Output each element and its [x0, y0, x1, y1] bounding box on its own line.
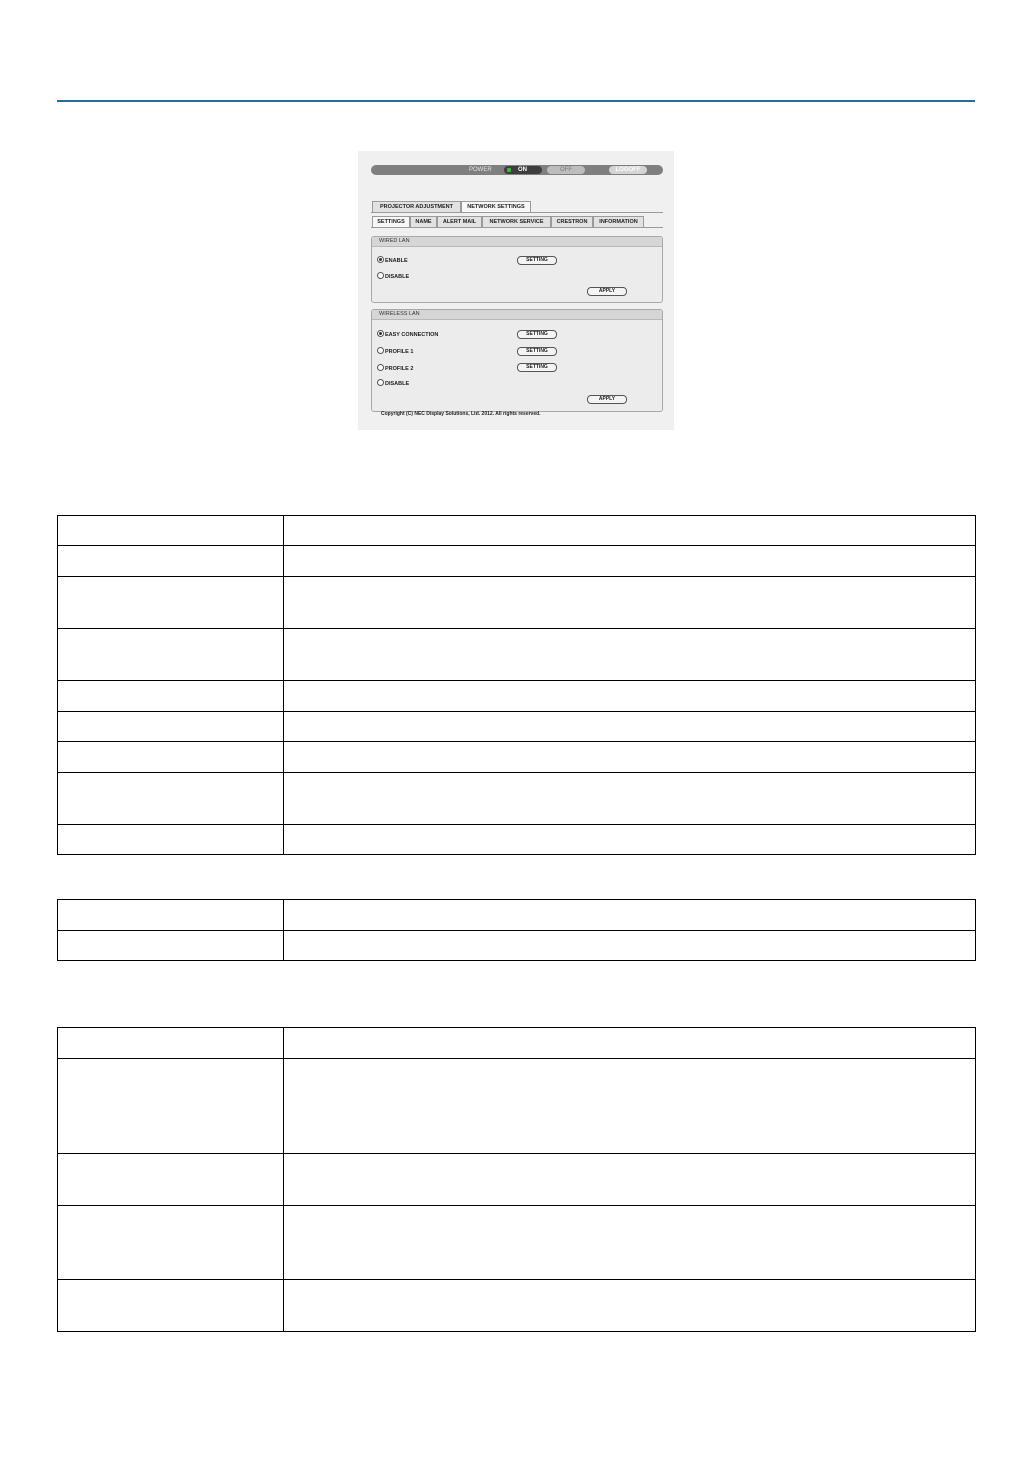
wireless-profile2-option[interactable] [377, 364, 413, 372]
table-row [58, 1059, 976, 1154]
wired-enable-option[interactable] [377, 256, 408, 264]
power-on-label: ON [518, 167, 527, 173]
table-cell [58, 1028, 284, 1059]
table-row [58, 577, 976, 629]
power-on-button[interactable] [504, 166, 542, 174]
wired-lan-title: WIRED LAN [372, 237, 662, 247]
header-rule [57, 100, 975, 102]
table-cell [58, 546, 284, 577]
table-cell [284, 1154, 976, 1206]
table-cell [58, 825, 284, 855]
table-cell [58, 931, 284, 961]
settings-table-3 [57, 1027, 976, 1332]
table-cell [58, 1280, 284, 1332]
table-cell [58, 712, 284, 742]
table-cell [284, 825, 976, 855]
table-cell [58, 1059, 284, 1154]
settings-table-2 [57, 899, 976, 961]
tab-information[interactable]: INFORMATION [593, 216, 644, 227]
table-cell [58, 1206, 284, 1280]
table-row [58, 742, 976, 773]
tab-alert-mail[interactable]: ALERT MAIL [437, 216, 482, 227]
radio-selected-icon [377, 330, 384, 337]
table-row [58, 825, 976, 855]
table-cell [58, 629, 284, 681]
table-cell [284, 1206, 976, 1280]
radio-icon [377, 364, 384, 371]
table-row [58, 773, 976, 825]
wired-enable-label: ENABLE [385, 258, 408, 264]
table-cell [58, 681, 284, 712]
table-cell [284, 931, 976, 961]
power-off-button[interactable]: OFF [547, 166, 585, 174]
settings-table-1 [57, 515, 976, 855]
wireless-profile1-option[interactable] [377, 347, 413, 355]
network-settings-screenshot [358, 151, 674, 430]
table-cell [284, 1028, 976, 1059]
wireless-profile1-label: PROFILE 1 [385, 349, 414, 355]
table-row [58, 1028, 976, 1059]
radio-icon [377, 272, 384, 279]
wireless-easy-option[interactable] [377, 330, 438, 338]
table-cell [284, 773, 976, 825]
table-cell [284, 629, 976, 681]
wired-disable-option[interactable] [377, 272, 409, 280]
wireless-apply-button[interactable]: APPLY [587, 395, 627, 404]
table-cell [284, 712, 976, 742]
tab-crestron[interactable]: CRESTRON [551, 216, 593, 227]
power-label: POWER [469, 167, 492, 173]
table-row [58, 931, 976, 961]
table-cell [284, 577, 976, 629]
table-row [58, 546, 976, 577]
wired-apply-button[interactable]: APPLY [587, 287, 627, 296]
table-row [58, 1280, 976, 1332]
copyright-text: Copyright (C) NEC Display Solutions, Ltd. 2012. All rights reserved. [381, 411, 541, 417]
table-cell [284, 1280, 976, 1332]
tab-name[interactable]: NAME [410, 216, 437, 227]
wireless-profile1-setting-button[interactable]: SETTING [517, 347, 557, 356]
table-cell [58, 516, 284, 546]
table-cell [284, 681, 976, 712]
wired-lan-group [371, 236, 663, 303]
table-row [58, 629, 976, 681]
tab-network-settings[interactable]: NETWORK SETTINGS [461, 201, 531, 212]
table-cell [58, 1154, 284, 1206]
sub-tabs-divider [371, 227, 663, 228]
wired-setting-button[interactable]: SETTING [517, 256, 557, 265]
wireless-easy-setting-button[interactable]: SETTING [517, 330, 557, 339]
wireless-profile2-setting-button[interactable]: SETTING [517, 363, 557, 372]
wireless-lan-group [371, 309, 663, 412]
radio-icon [377, 347, 384, 354]
table-cell [284, 1059, 976, 1154]
tab-network-service[interactable]: NETWORK SERVICE [482, 216, 551, 227]
wireless-easy-label: EASY CONNECTION [385, 332, 439, 338]
table-cell [58, 773, 284, 825]
table-row [58, 1206, 976, 1280]
radio-icon [377, 379, 384, 386]
table-cell [284, 742, 976, 773]
radio-selected-icon [377, 256, 384, 263]
table-row [58, 900, 976, 931]
table-cell [284, 516, 976, 546]
power-bar [371, 165, 663, 175]
power-led-icon [507, 168, 511, 172]
main-tabs-divider [371, 212, 663, 213]
wireless-lan-title: WIRELESS LAN [372, 310, 662, 320]
table-cell [58, 742, 284, 773]
wired-disable-label: DISABLE [385, 274, 410, 280]
table-cell [284, 900, 976, 931]
wireless-disable-option[interactable] [377, 379, 409, 387]
wireless-disable-label: DISABLE [385, 381, 410, 387]
table-row [58, 516, 976, 546]
table-row [58, 681, 976, 712]
table-row [58, 1154, 976, 1206]
tab-settings[interactable]: SETTINGS [372, 216, 410, 227]
logoff-button[interactable]: LOGOFF [609, 166, 647, 174]
table-cell [284, 546, 976, 577]
table-cell [58, 577, 284, 629]
tab-projector-adjustment[interactable]: PROJECTOR ADJUSTMENT [372, 201, 461, 212]
table-cell [58, 900, 284, 931]
wireless-profile2-label: PROFILE 2 [385, 366, 414, 372]
table-row [58, 712, 976, 742]
